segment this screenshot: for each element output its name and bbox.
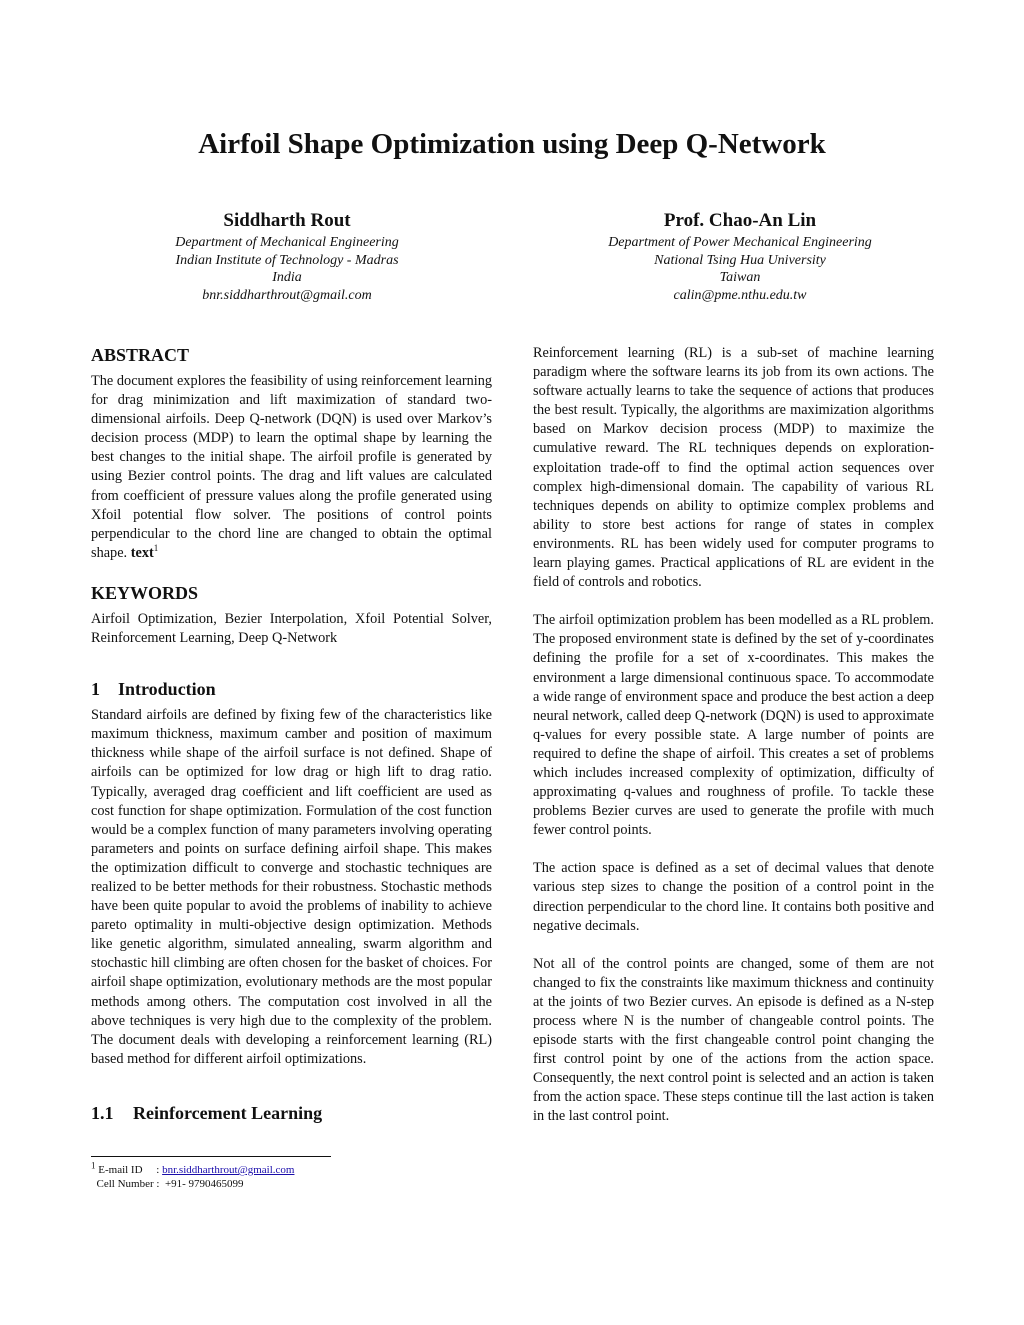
paragraph: Not all of the control points are changed, some of them are not changed to fix the constraints like maximum thickness and continuity at the joints of two Bezier curves. An episode is defined as a N-step process where N is the number of changeable control points. The episode starts with the first changeable control point changing the first control point by one of the actions from the action space. Consequently, the next control point is selected and an action is taken from the action space. These steps continue till the last action is taken in the last control point.	[533, 955, 934, 1125]
author-country: Taiwan	[719, 270, 761, 285]
subsection-heading-rl	[91, 1102, 492, 1124]
keywords-heading: KEYWORDS	[91, 582, 199, 603]
author-block-1	[97, 210, 477, 304]
abstract-heading: ABSTRACT	[91, 345, 190, 365]
paragraph: The action space is defined as a set of decimal values that denote various step sizes to change the position of a control point in the direction perpendicular to the chord line. It contains both positive and negative decimals.	[533, 860, 934, 934]
section-title: Introduction	[118, 679, 216, 700]
footnote-phone-row	[91, 1177, 294, 1191]
footnote-phone: +91- 9790465099	[164, 1178, 244, 1190]
subsection-title: Reinforcement Learning	[133, 1102, 323, 1123]
section-heading-introduction	[91, 678, 492, 700]
paragraph: Reinforcement learning (RL) is a sub-set of machine learning paradigm where the software learns its job from its own actions. The software actually learns to take the sequence of actions that produces the best result. Typically, the algorithms are maximization algorithms based on Markov decision process (MDP) to maximize the cumulative reward. The RL techniques depends on exploration-exploitation trade-off to find the optimal action sequences over complex high-dimensional domain. The capability of various RL techniques depends on ability to optimize complex problems and ability to store best actions for range of states in complex environments. RL has been widely used for computer programs to learn playing games. Practical applications of RL are evident in the field of controls and robotics.	[533, 345, 934, 591]
author-country: India	[272, 270, 302, 285]
author-block-2	[550, 210, 930, 304]
left-column	[91, 344, 492, 1130]
author-name: Prof. Chao-An Lin	[663, 210, 817, 231]
footnote-phone-label: Cell Number :	[96, 1178, 160, 1190]
footnote-divider	[91, 1156, 331, 1157]
author-email[interactable]: bnr.siddharthrout@gmail.com	[202, 287, 372, 303]
footnote-email-label: E-mail ID :	[98, 1164, 160, 1176]
footnote-email-row	[91, 1160, 295, 1177]
author-email[interactable]: calin@pme.nthu.edu.tw	[673, 287, 807, 303]
introduction-body: Standard airfoils are defined by fixing few of the characteristics like maximum thickness, maximum camber and position of maximum thickness while shape of the airfoil surface is not defined. Shape of airfoils can be optimized for low drag or high lift to drag ratio. Typically, averaged drag coefficient and lift coefficient are used as cost function for shape optimization. Formulation of the cost function would be a complex function of many parameters involving operating parameters and points on surface defining airfoil shape. This makes the optimization difficult to converge and stochastic techniques are realized to be better methods for their robustness. Stochastic methods have been quite popular to avoid the problems of inability to achieve pareto optimality in multi-objective design optimization. Methods like genetic algorithm, simulated annealing, swarm algorithm and stochastic hill climbing are often chosen for the basket of choices. For airfoil shape optimization, evolutionary methods are the most popular methods among others. The computation cost involved in all the above techniques is very high due to the complexity of the problem. The document deals with developing a reinforcement learning (RL) based method for different airfoil optimizations.	[91, 707, 492, 1067]
footnote-marker[interactable]: 1	[153, 543, 159, 554]
abstract-body	[91, 372, 492, 563]
footnote-email-link[interactable]: bnr.siddharthrout@gmail.com	[162, 1164, 295, 1176]
paragraph: The airfoil optimization problem has been modelled as a RL problem. The proposed environment state is defined by the set of y-coordinates defining the profile for a set of x-coordinates. This makes the environment a large dimensional continuous space. To accommodate a wide range of environment space and produce the best action a deep neural network, called deep Q-network (DQN) is used to approximate q-values for every possible state. A large number of points are required to define the shape of airfoil. This creates a set of problems which includes increased complexity of optimization, difficulty of approximating q-values and roughness of profile. To tackle these problems Bezier curves are used to generate the profile with much fewer control points.	[533, 612, 934, 839]
abstract-text: The document explores the feasibility of using reinforcement learning for drag minimization and lift maximization of standard two-dimensional airfoils. Deep Q-network (DQN) is used over Markov’s decision process (MDP) to learn the optimal shape by learning the best changes to the initial shape. The airfoil profile is generated by using Bezier control points. The drag and lift values are calculated from coefficient of pressure values along the profile generated using Xfoil potential flow solver. The positions of control points perpendicular to the chord line are changed to obtain the optimal shape.	[91, 373, 492, 561]
author-name: Siddharth Rout	[223, 210, 351, 231]
author-institute: National Tsing Hua University	[654, 252, 826, 268]
footnote	[91, 1160, 295, 1191]
subsection-number: 1.1	[91, 1102, 114, 1123]
author-department: Department of Power Mechanical Engineering	[608, 235, 872, 250]
footnote-mark: 1	[91, 1160, 96, 1171]
abstract-bold-suffix: text	[130, 544, 154, 561]
author-department: Department of Mechanical Engineering	[175, 235, 399, 250]
right-column	[533, 344, 934, 1146]
paper-title: Airfoil Shape Optimization using Deep Q-Network	[198, 128, 826, 160]
keywords-body: Airfoil Optimization, Bezier Interpolation, Xfoil Potential Solver, Reinforcement Learning, Deep Q-Network	[91, 610, 492, 647]
section-number: 1	[91, 679, 100, 700]
author-institute: Indian Institute of Technology - Madras	[175, 252, 399, 268]
